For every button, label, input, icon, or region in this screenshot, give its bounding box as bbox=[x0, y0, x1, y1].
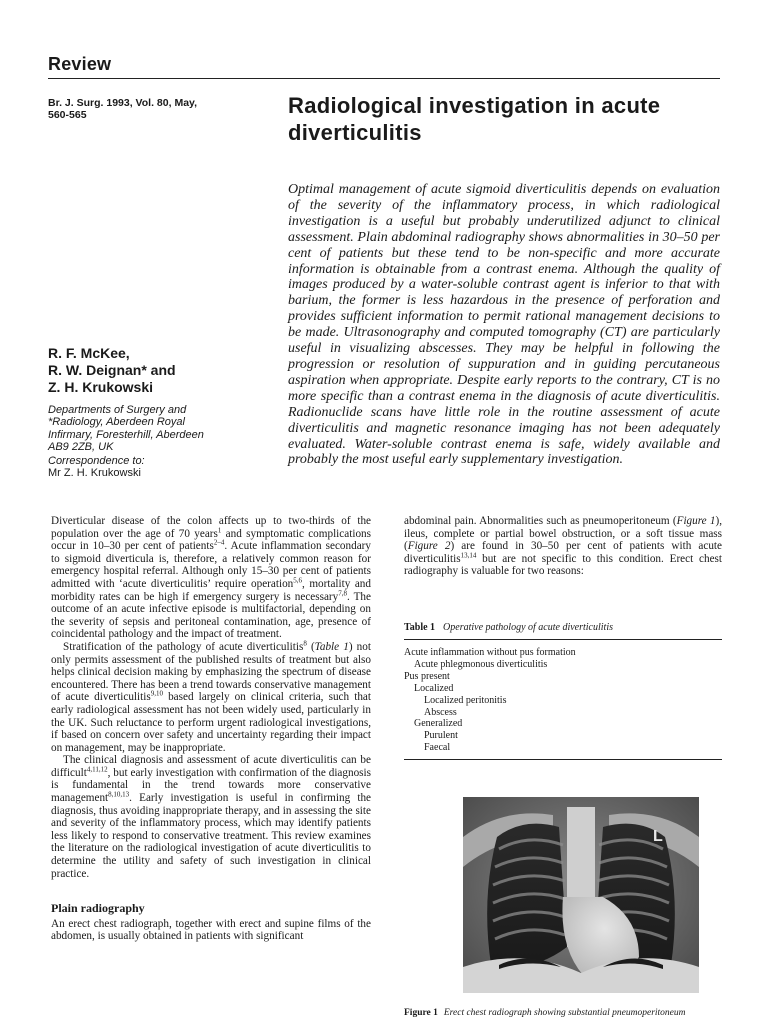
reference-marker: 13,14 bbox=[460, 551, 477, 560]
affiliation-line: Infirmary, Foresterhill, Aberdeen bbox=[48, 428, 204, 441]
table-row: Acute inflammation without pus formation bbox=[404, 647, 576, 658]
correspondence-name: Mr Z. H. Krukowski bbox=[48, 467, 141, 480]
abstract: Optimal management of acute sigmoid diverticulitis depends on evaluation of the severity of the inflammatory process, in which radiological investigation is a useful but probably underutilized adjunct to clinical assessment. Plain abdominal radiography shows abnormalities in 30–50 per cent of patients but these tend to be non-specific and more accurate information is obtainable from a contrast enema. Although the quality of images produced by a water-soluble contrast agent is inferior to that with barium, the former is less hazardous in the presence of perforation and provides sufficient information to permit rational management decisions to be made. Ultrasonography and computed tomography (CT) are particularly useful in visualizing abscesses. They may be helpful in following the progression or resolution of suppuration and in guiding percutaneous aspiration when appropriate. Despite early reports to the contrary, CT is no more specific than a contrast enema in the diagnosis of acute diverticulitis. Radionuclide scans have little role in the routine assessment of acute diverticulitis and magnetic resonance imaging has not been adequately evaluated. Water-soluble contrast enema is safe, widely available and probably the most useful early supplementary investigation. bbox=[288, 182, 720, 468]
reference-marker: 8 bbox=[303, 639, 307, 648]
affiliation bbox=[48, 404, 268, 479]
table-row: Acute phlegmonous diverticulitis bbox=[414, 658, 548, 670]
table-title: Operative pathology of acute diverticulitis bbox=[443, 622, 613, 633]
figure-reference: Figure 2 bbox=[407, 540, 451, 553]
author-name: R. F. McKee, bbox=[48, 345, 130, 361]
table-row: Pus present bbox=[404, 670, 450, 682]
header-rule bbox=[48, 78, 720, 79]
citation-line-2: 560-565 bbox=[48, 109, 87, 121]
body-paragraph: The clinical diagnosis and assessment of acute diverticulitis can be difficult$^{4,11,12}$, but early investigation with confirmation of the diagnosis is fundamental in the trend towards more conservative management$^{8,10,13}$. Early investigation is useful in confirming the diagnosis, thus avoiding inappropriate therapy, and in assessing the site and severity of the inflammatory process, which may identify patients less likely to respond to conservative treatment. This review examines the literature on the radiological investigation of acute diverticulitis to determine the utility and safety of such investigation in clinical practice. bbox=[51, 754, 371, 880]
reference-marker: 9,10 bbox=[150, 689, 163, 698]
table-row: Localized bbox=[414, 682, 454, 694]
svg-text:L: L bbox=[653, 828, 663, 845]
citation-line-1: Br. J. Surg. 1993, Vol. 80, May, bbox=[48, 97, 198, 109]
affiliation-line: AB9 2ZB, UK bbox=[48, 441, 114, 454]
affiliation-line: Departments of Surgery and bbox=[48, 404, 187, 416]
author-name: Z. H. Krukowski bbox=[48, 379, 154, 395]
table-label: Table 1 bbox=[404, 622, 436, 633]
table-body bbox=[404, 647, 722, 754]
figure-reference: Figure 1 bbox=[676, 515, 716, 527]
author-list bbox=[48, 345, 268, 396]
table-row: Abscess bbox=[424, 706, 457, 718]
table-top-rule bbox=[404, 639, 722, 640]
table-bottom-rule bbox=[404, 759, 722, 760]
section-label: Review bbox=[48, 54, 112, 74]
reference-marker: 1 bbox=[217, 525, 222, 534]
body-column-right bbox=[404, 515, 722, 578]
figure-label: Figure 1 bbox=[404, 1008, 438, 1018]
table-caption bbox=[404, 622, 722, 634]
body-paragraph: Stratification of the pathology of acute diverticulitis$^8$ (Table 1) not only permits assessment of the published results of treatment but also helps clinical decision making by emphasizing the spectrum of disease encountered. There has been a trend towards conservative management of acute diverticulitis$^{9,10}$ based largely on clinical criteria, such that early radiological assessment has not been widely used, particularly in the UK. Such reluctance to perform urgent radiological investigations, if based on concern over safety and uncertainty regarding their impact on management, may be inappropriate. bbox=[51, 639, 372, 754]
reference-marker: 2–4 bbox=[213, 538, 225, 547]
table-row: Localized peritonitis bbox=[424, 694, 507, 706]
article-title: Radiological investigation in acute diverticulitis bbox=[288, 93, 661, 145]
table-row: Purulent bbox=[424, 730, 458, 742]
reference-marker: 7,8 bbox=[338, 588, 347, 597]
section-heading: Plain radiography bbox=[51, 901, 145, 916]
chest-radiograph-image bbox=[463, 797, 699, 993]
journal-citation bbox=[48, 97, 248, 121]
body-paragraph: abdominal pain. Abnormalities such as pneumoperitoneum (Figure 1), ileus, complete or partial bowel obstruction, or a soft tissue mass (Figure 2) are found in 30–50 per cent of patients with acute diverticulitis$^{13,14}$ but are not specific to this condition. Erect chest radiography is valuable for two reasons: bbox=[404, 515, 722, 578]
reference-marker: 4,11,12 bbox=[86, 765, 108, 774]
author-name: R. W. Deignan* and bbox=[48, 362, 176, 378]
table-row: Faecal bbox=[424, 742, 451, 754]
reference-marker: 5,6 bbox=[293, 576, 303, 585]
table-reference: Table 1 bbox=[314, 640, 349, 653]
figure-caption bbox=[404, 1008, 744, 1019]
figure-title: Erect chest radiograph showing substantial pneumoperitoneum bbox=[443, 1008, 686, 1018]
table-row: Generalized bbox=[414, 718, 463, 730]
body-paragraph: Diverticular disease of the colon affects up to two-thirds of the population over the age of 70 years$^1$ and symptomatic complications occur in 10–30 per cent of patients$^{2-4}$. Acute inflammation secondary to sigmoid diverticula is, therefore, a relatively common reason for emergency hospital referral. Although only 15–30 per cent of patients admitted with ‘acute diverticulitis’ require operation$^{5,6}$, mortality and morbidity rates can be high if emergency surgery is necessary$^{7,8}$. The outcome of an acute infective episode is multifactorial, depending on the severity of sepsis and peritoneal contamination, age, presence of coincidental pathology and the impact of treatment. bbox=[51, 515, 371, 641]
affiliation-line: *Radiology, Aberdeen Royal bbox=[48, 416, 185, 429]
body-column-left bbox=[51, 515, 371, 943]
body-paragraph: An erect chest radiograph, together with erect and supine films of the abdomen, is usually obtained in patients with significant bbox=[51, 917, 371, 943]
correspondence-label: Correspondence to: bbox=[48, 454, 145, 467]
reference-marker: 8,10,13 bbox=[108, 790, 130, 799]
